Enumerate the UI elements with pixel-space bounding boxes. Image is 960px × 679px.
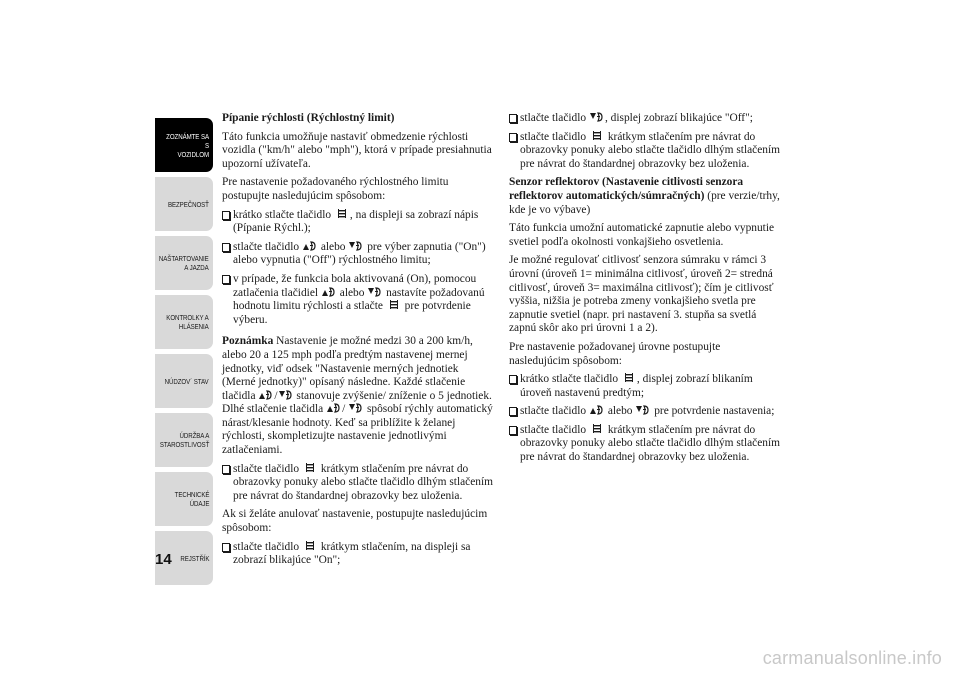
right-column — [509, 112, 781, 470]
menu-button-icon — [387, 300, 401, 310]
note-paragraph — [222, 335, 494, 457]
paragraph: Je možné regulovať citlivosť senzora súmraku v rámci 3 úrovní (úroveň 1= minimálna citlivosť, úroveň 2= stredná citlivosť, úroveň 3= maximálna citlivosť); čím je citlivosť vyššia, nižšia je potreba zmeny vonkajšieho svetla pre zapnutie svetiel (napr. pri nastavení 3. stupňa sa svetlá zapnú skôr ako pri úrovni 1 a 2). — [509, 254, 774, 335]
text: krátko stlačte tlačidlo — [520, 373, 619, 386]
text: krátko stlačte tlačidlo — [233, 208, 332, 221]
text: alebo — [339, 286, 365, 299]
text: spôsobí rýchly automatický nárast/klesanie hodnoty. Keď sa priblížite k želanej rýchlosti, skompletizujte nastavenie jednotlivými zatlačeniami. — [222, 403, 493, 457]
section-tabs — [155, 118, 213, 590]
text: nastavíte požadovanú hodnotu limitu rýchlosti a stlačte — [233, 286, 485, 313]
down-button-icon — [349, 403, 363, 413]
tab-label: BEZPEČNOSŤ — [168, 199, 209, 209]
text: / — [274, 389, 278, 402]
text: stlačte tlačidlo — [233, 540, 300, 553]
tab-label: NAŠTARTOVANIE A JAZDA — [159, 254, 209, 272]
paragraph: Ak si želáte anulovať nastavenie, postupujte nasledujúcim spôsobom: — [222, 508, 488, 535]
heading-text: Senzor reflektorov (Nastavenie citlivosti senzora reflektorov automatických/súmračných) — [509, 176, 744, 202]
paragraph: Táto funkcia umožní automatické zapnutie alebo vypnutie svetiel podľa okolnosti vonkajšieho osvetlenia. — [509, 222, 775, 248]
list-item — [222, 273, 494, 327]
text: stlačte tlačidlo — [520, 405, 587, 418]
list-item — [509, 405, 781, 419]
text: v prípade, že funkcia bola aktivovaná (On), pomocou zatlačenia tlačidiel — [233, 272, 477, 299]
up-button-icon — [322, 287, 336, 297]
text: krátkym stlačením pre návrat do obrazovky ponuky alebo stlačte tlačidlo dlhým stlačením pre návrat do štandardnej obrazovky bez uloženia. — [520, 130, 781, 170]
list-item — [222, 209, 494, 236]
text: krátkym stlačením, na displeji sa zobrazí blikajúce "On"; — [233, 540, 471, 567]
text: (pre verzie/trhy, kde je vo výbave) — [509, 189, 780, 216]
down-button-icon — [279, 390, 293, 400]
text: alebo — [607, 405, 633, 418]
paragraph: Pre nastavenie požadovaného rýchlostného limitu postupujte nasledujúcim spôsobom: — [222, 176, 449, 202]
down-button-icon — [590, 112, 604, 122]
up-button-icon — [259, 390, 273, 400]
tab-technicke-udaje[interactable] — [155, 472, 213, 526]
text: , displej zobrazí blikajúce "Off"; — [604, 112, 753, 124]
tab-label: ZOZNÁMTE SA S VOZIDLOM — [166, 131, 209, 159]
left-column — [222, 112, 494, 573]
menu-button-icon — [335, 209, 349, 219]
text: pre výber zapnutia ("On") alebo vypnutia ("Off") rýchlostného limitu; — [233, 240, 486, 267]
paragraph: Táto funkcia umožňuje nastaviť obmedzenie rýchlosti vozidla ("km/h" alebo "mph"), ktorá v prípade presiahnutia upozorní užívateľa. — [222, 130, 492, 170]
text: Nastavenie je možné medzi 30 a 200 km/h, alebo 20 a 125 mph podľa predtým nastavenej mernej jednotky, viď odsek "Nastavenie merných jednotiek (Merné jednotky)" opísaný následne. Každé stlačenie tlačidla — [222, 335, 473, 402]
note-label: Poznámka — [222, 335, 274, 348]
tab-label: TECHNICKÉ ÚDAJE — [174, 490, 209, 508]
list-item — [509, 373, 781, 400]
text: stlačte tlačidlo — [233, 462, 300, 475]
down-button-icon — [368, 287, 382, 297]
text: stlačte tlačidlo — [233, 240, 300, 253]
list-item — [509, 131, 781, 172]
tab-label: KONTROLKY A HLÁSENIA — [166, 313, 209, 331]
text: , displej zobrazí blikaním úroveň nastavenú predtým; — [520, 373, 753, 399]
tab-bezpecnost[interactable] — [155, 177, 213, 231]
text: krátkym stlačením pre návrat do obrazovky ponuky alebo stlačte tlačidlo dlhým stlačením pre návrat do štandardnej obrazovky bez uloženia. — [520, 423, 781, 464]
text: stlačte tlačidlo — [520, 130, 587, 143]
text: , na displeji sa zobrazí nápis (Pípanie Rýchl.); — [233, 208, 479, 235]
menu-button-icon — [303, 463, 317, 473]
tab-nudzovy-stav[interactable] — [155, 354, 213, 408]
list-item — [222, 463, 494, 504]
tab-nastartovanie-a-jazda[interactable] — [155, 236, 213, 290]
list-item — [222, 541, 494, 568]
list-item — [222, 241, 494, 268]
list-item — [509, 424, 781, 465]
list-item — [509, 112, 781, 126]
up-button-icon — [303, 241, 317, 251]
down-button-icon — [349, 241, 363, 251]
menu-button-icon — [622, 373, 636, 383]
tab-label: REJSTŘÍK — [179, 553, 209, 563]
text: pre potvrdenie výberu. — [233, 300, 471, 326]
tab-zoznamte-sa-s-vozidlom[interactable] — [155, 118, 213, 172]
page-number: 14 — [155, 551, 172, 568]
tab-kontrolky-a-hlasenia[interactable] — [155, 295, 213, 349]
text: / — [342, 403, 346, 416]
paragraph: Pre nastavenie požadovanej úrovne postupujte nasledujúcim spôsobom: — [509, 340, 721, 367]
text: krátkym stlačením pre návrat do obrazovky ponuky alebo stlačte tlačidlo dlhým stlačením pre návrat do štandardnej obrazovky bez uloženia. — [233, 462, 494, 502]
menu-button-icon — [590, 424, 604, 434]
menu-button-icon — [303, 541, 317, 551]
menu-button-icon — [590, 131, 604, 141]
tab-label: ÚDRŽBA A STAROSTLIVOSŤ — [159, 431, 209, 449]
up-button-icon — [590, 405, 604, 415]
text: stlačte tlačidlo — [520, 112, 587, 124]
text: alebo — [320, 240, 346, 253]
tab-udrzba-a-starostlivost[interactable] — [155, 413, 213, 467]
up-button-icon — [327, 403, 341, 413]
tab-label: NÚDZOV´ STAV — [165, 376, 209, 386]
text: pre potvrdenie nastavenia; — [654, 405, 775, 418]
down-button-icon — [636, 405, 650, 415]
section-heading-light-sensor — [509, 176, 781, 217]
watermark-text: carmanualsonline.info — [762, 648, 942, 668]
text: stanovuje zvýšenie/ zníženie o 5 jednotiek. Dlhé stlačenie tlačidla — [222, 389, 492, 416]
text: stlačte tlačidlo — [520, 423, 587, 436]
section-heading-speed-limit: Pípanie rýchlosti (Rýchlostný limit) — [222, 112, 395, 124]
